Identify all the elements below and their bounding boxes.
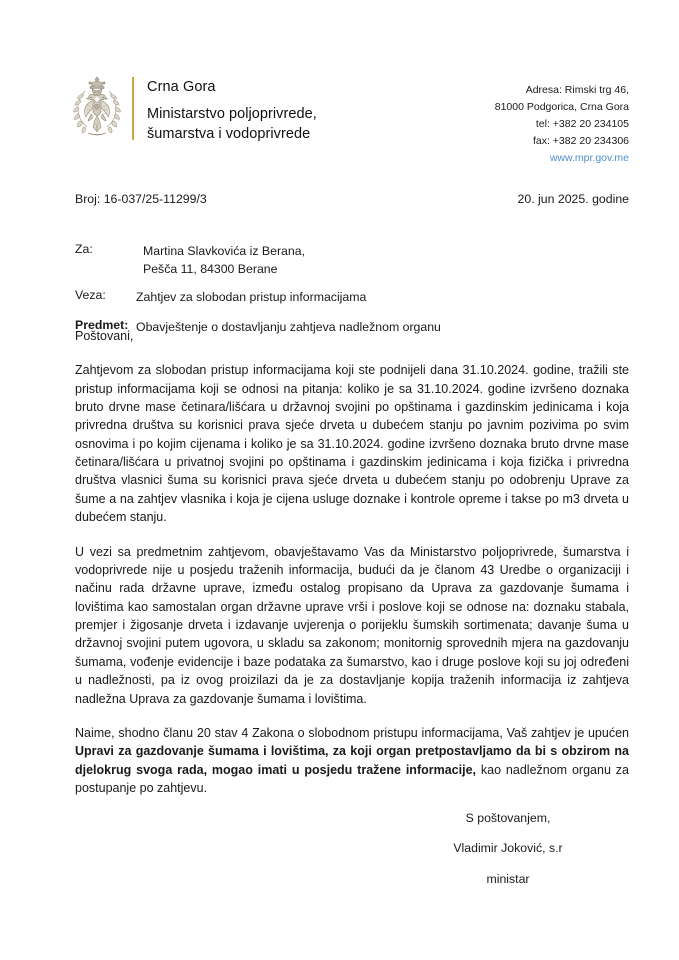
- body-paragraph-3: [75, 724, 629, 798]
- contact-tel: tel: +382 20 234105: [535, 118, 629, 130]
- reference-line: [75, 192, 629, 206]
- ministry-name: [147, 104, 317, 145]
- contact-city: 81000 Podgorica, Crna Gora: [494, 101, 629, 113]
- contact-fax: fax: +382 20 234306: [532, 135, 629, 147]
- body-paragraph-1: Zahtjevom za slobodan pristup informacijama koji ste podnijeli dana 31.10.2024. godine, tražili ste pristup informacijama koji se odnosi na pitanja: koliko je sa 31.10.2024. godine izvršeno doznaka bruto drvne mase četinara/lišćara u državnoj svojini po opštinama i gazdinskim jedinicama i koja privredna društva su korisnici prava sjeće drveta u dubećem stanju po javnim pozivima po svim osnovima i po kojim cijenama i koliko je sa 31.10.2024. godine izvršeno doznaka bruto drvne mase četinara/lišćara u privatnoj svojini po opštinama i gazdinskim jedinicama i koja fizička i privredna društva vlasnici šuma su korisnici prava sjeće drveta u dubećem stanju po odobrenju Uprave za šume a na zahtjev vlasnika i koja je cijena usluge doznake i kontrole opreme i takse po m3 drveta u dubećem stanju.: [75, 363, 629, 525]
- paragraph-3-intro: Naime, shodno članu 20 stav 4 Zakona o slobodnom pristupu informacijama, Vaš zahtjev je upućen: [75, 725, 629, 740]
- letterhead: [0, 74, 679, 167]
- contact-block: [495, 74, 629, 167]
- ministry-name-line-1: Ministarstvo poljoprivrede,: [147, 105, 317, 122]
- ministry-text: [134, 74, 317, 145]
- addressing-block: [75, 242, 629, 336]
- recipient-field: [75, 242, 629, 278]
- montenegro-coat-of-arms-icon: [70, 74, 124, 144]
- reference-field: [75, 288, 629, 306]
- recipient-address: Pešča 11, 84300 Berane: [143, 262, 278, 277]
- country-name: Crna Gora: [147, 79, 216, 95]
- subject-label: Predmet:: [75, 317, 129, 332]
- ministry-name-line-2: šumarstva i vodoprivrede: [147, 126, 311, 143]
- ministry-branding: [70, 74, 317, 145]
- signature-closing: S poštovanjem,: [465, 811, 551, 825]
- signatory-name: Vladimir Joković, s.r: [453, 841, 563, 856]
- greeting: Poštovani,: [75, 329, 134, 343]
- subject-value: Obavještenje o dostavljanju zahtjeva nadležnom organu: [136, 319, 441, 334]
- paragraph-3-emphasis: Upravi za gazdovanje šumama i lovištima, za koji organ pretpostavljamo da bi s obzirom na djelokrug svoga rada, mogao imati u posjedu tražene informacije,: [75, 744, 629, 777]
- signature-block: [423, 812, 593, 885]
- reference-value: Zahtjev za slobodan pristup informacijama: [136, 290, 367, 305]
- reference-label: Veza:: [75, 288, 106, 303]
- contact-website-link[interactable]: www.mpr.gov.me: [549, 152, 629, 164]
- paragraph-3-outro: kao nadležnom organu za postupanje po zahtjevu.: [75, 762, 629, 795]
- recipient-name: Martina Slavkovića iz Berana,: [143, 244, 305, 258]
- body-paragraph-2: U vezi sa predmetnim zahtjevom, obavještavamo Vas da Ministarstvo poljoprivrede, šumarstva i vodoprivrede nije u posjedu traženih informacija, budući da je članom 43 Uredbe o organizaciji i načinu rada državne uprave, između ostalog propisano da Uprava za gazdovanje šumama i lovištima kao samostalan organ državne uprave vrši i poslove koji se odnose na: doznaku stabala, premjer i žigosanje drveta i izdavanje uvjerenja o porijeklu šumskih sortimenata; davanje šuma u državnoj svojini putem ugovora, u skladu sa zakonom; monitornig sprovednih mjera na gazdovanju šumama, vođenje evidencije i baze podataka za šumarstvo, kao i druge poslove koji su joj određeni u nadležnosti, pa iz ovog proizilazi da je za dostavljanje kopija traženih informacija iz zahtjeva nadležna Uprava za gazdovanje šumama i lovištima.: [75, 544, 629, 706]
- recipient-label: Za:: [75, 242, 93, 256]
- recipient-value: [143, 242, 629, 278]
- signatory-title: ministar: [486, 871, 530, 886]
- document-date: 20. jun 2025. godine: [517, 192, 629, 206]
- letter-body: [75, 327, 629, 797]
- contact-address: Adresa: Rimski trg 46,: [525, 84, 629, 96]
- document-number: Broj: 16-037/25-11299/3: [75, 192, 207, 206]
